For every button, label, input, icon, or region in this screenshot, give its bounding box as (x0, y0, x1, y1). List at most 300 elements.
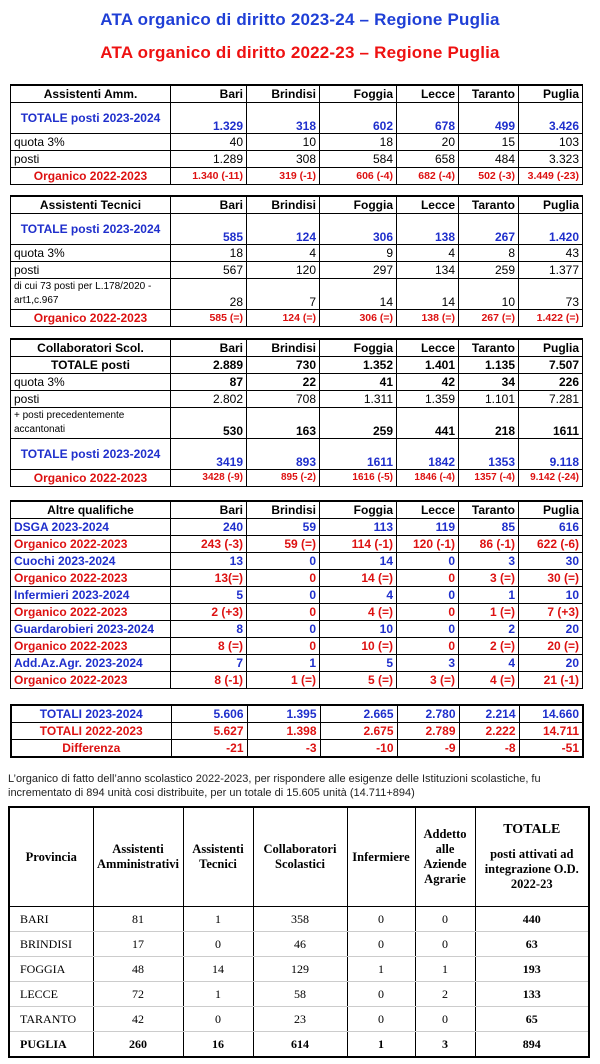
province-name: FOGGIA (9, 957, 93, 982)
value-cell: 22 (247, 374, 320, 391)
value-cell: 1846 (-4) (397, 470, 459, 487)
value-cell: 1.289 (171, 151, 247, 168)
column-header (475, 807, 589, 907)
value-cell: 0 (397, 638, 459, 655)
row-label: Cuochi 2023-2024 (11, 553, 171, 570)
value-cell: 5.606 (171, 705, 247, 723)
row-label: Organico 2022-2023 (11, 470, 171, 487)
row-label: TOTALI 2023-2024 (11, 705, 171, 723)
value-cell: 218 (459, 408, 519, 439)
value-cell: 73 (519, 279, 583, 310)
value-cell: 585 (=) (171, 310, 247, 327)
value-cell: 585 (171, 214, 247, 245)
value-cell: 1 (=) (247, 672, 320, 689)
value-cell: -10 (320, 740, 397, 758)
value-cell: 0 (347, 907, 415, 932)
value-cell: 3 (397, 655, 459, 672)
value-cell: 1.395 (247, 705, 320, 723)
table-row (11, 536, 583, 553)
row-label: Infermieri 2023-2024 (11, 587, 171, 604)
value-cell: 1 (247, 655, 320, 672)
column-header: Puglia (519, 501, 583, 519)
value-cell: 8 (459, 245, 519, 262)
row-label: TOTALE posti 2023-2024 (11, 103, 171, 134)
value-cell: 120 (-1) (397, 536, 459, 553)
value-cell: 2.222 (459, 723, 519, 740)
value-cell: 23 (253, 1007, 347, 1032)
value-cell: 16 (183, 1032, 253, 1058)
province-name: TARANTO (9, 1007, 93, 1032)
value-cell: 730 (247, 357, 320, 374)
value-cell: 484 (459, 151, 519, 168)
value-cell: 119 (397, 519, 459, 536)
table-row (11, 587, 583, 604)
value-cell: 20 (397, 134, 459, 151)
table-row (11, 279, 583, 310)
value-cell: 85 (459, 519, 519, 536)
value-cell: 1.420 (519, 214, 583, 245)
column-header: Foggia (320, 339, 397, 357)
value-cell: 259 (320, 408, 397, 439)
value-cell: 138 (397, 214, 459, 245)
value-cell: 2.214 (459, 705, 519, 723)
column-header: Assistenti Tecnici (183, 807, 253, 907)
value-cell: 14 (320, 553, 397, 570)
value-cell: 602 (320, 103, 397, 134)
table-row (9, 1032, 589, 1058)
totals-row (11, 705, 583, 723)
value-cell: 0 (415, 1007, 475, 1032)
value-cell: 1616 (-5) (320, 470, 397, 487)
value-cell: 7 (+3) (519, 604, 583, 621)
row-label: quota 3% (11, 134, 171, 151)
value-cell: 3 (459, 553, 519, 570)
value-cell: 243 (-3) (171, 536, 247, 553)
section-header: Collaboratori Scol. (11, 339, 171, 357)
value-cell: 0 (347, 982, 415, 1007)
value-cell: 2 (+3) (171, 604, 247, 621)
value-cell: 499 (459, 103, 519, 134)
value-cell: 893 (247, 439, 320, 470)
row-label: TOTALE posti (11, 357, 171, 374)
value-cell: -21 (171, 740, 247, 758)
value-cell: 1 (183, 907, 253, 932)
value-cell: 4 (397, 245, 459, 262)
column-header: Foggia (320, 85, 397, 103)
value-cell: -51 (519, 740, 583, 758)
value-cell: 30 (519, 553, 583, 570)
value-cell: -8 (459, 740, 519, 758)
value-cell: 28 (171, 279, 247, 310)
value-cell: 226 (519, 374, 583, 391)
value-cell: 606 (-4) (320, 168, 397, 185)
value-cell: 1.311 (320, 391, 397, 408)
value-cell: 5 (171, 587, 247, 604)
value-cell: 7.507 (519, 357, 583, 374)
row-label: Organico 2022-2023 (11, 638, 171, 655)
totale-subheader: posti attivati ad integrazione O.D. 2022-23 (484, 847, 579, 891)
value-cell: 0 (347, 932, 415, 957)
value-cell: 14 (183, 957, 253, 982)
table-row (11, 570, 583, 587)
value-cell: 0 (415, 932, 475, 957)
value-cell: 8 (-1) (171, 672, 247, 689)
value-cell: 21 (-1) (519, 672, 583, 689)
table-row (11, 638, 583, 655)
value-cell: 14 (320, 279, 397, 310)
value-cell: 614 (253, 1032, 347, 1058)
value-cell: 708 (247, 391, 320, 408)
value-cell: 20 (519, 655, 583, 672)
value-cell: 20 (=) (519, 638, 583, 655)
value-cell: 3 (=) (459, 570, 519, 587)
value-cell: 124 (=) (247, 310, 320, 327)
value-cell: 14.711 (519, 723, 583, 740)
row-label: DSGA 2023-2024 (11, 519, 171, 536)
value-cell: 7 (171, 655, 247, 672)
value-cell: 46 (253, 932, 347, 957)
value-cell: 0 (247, 587, 320, 604)
row-label: di cui 73 posti per L.178/2020 - art1,c.967 (11, 279, 171, 310)
value-cell: 138 (=) (397, 310, 459, 327)
value-cell: 678 (397, 103, 459, 134)
value-cell: 4 (320, 587, 397, 604)
value-cell: 0 (247, 638, 320, 655)
row-label: posti (11, 262, 171, 279)
table-row (11, 519, 583, 536)
value-cell: 14 (=) (320, 570, 397, 587)
table-row (11, 621, 583, 638)
value-cell: 1 (459, 587, 519, 604)
value-cell: 15 (459, 134, 519, 151)
value-cell: 3 (=) (397, 672, 459, 689)
value-cell: 895 (-2) (247, 470, 320, 487)
column-header: Puglia (519, 196, 583, 214)
value-cell: 40 (171, 134, 247, 151)
column-header: Collaboratori Scolastici (253, 807, 347, 907)
title-2023-24: ATA organico di diritto 2023-24 – Regione Puglia (100, 10, 500, 29)
row-label: posti (11, 151, 171, 168)
value-cell: 682 (-4) (397, 168, 459, 185)
value-cell: 14 (397, 279, 459, 310)
value-cell: 0 (397, 621, 459, 638)
value-cell: 0 (183, 932, 253, 957)
column-header: Lecce (397, 501, 459, 519)
value-cell: 306 (=) (320, 310, 397, 327)
value-cell: 267 (459, 214, 519, 245)
value-cell: 0 (247, 553, 320, 570)
value-cell: 1 (415, 957, 475, 982)
value-cell: 1.352 (320, 357, 397, 374)
row-label: quota 3% (11, 245, 171, 262)
value-cell: 9.142 (-24) (519, 470, 583, 487)
value-cell: 1357 (-4) (459, 470, 519, 487)
value-cell: 7.281 (519, 391, 583, 408)
value-cell: 358 (253, 907, 347, 932)
row-label: TOTALE posti 2023-2024 (11, 439, 171, 470)
value-cell: 5 (320, 655, 397, 672)
value-cell: 30 (=) (519, 570, 583, 587)
value-cell: 1353 (459, 439, 519, 470)
province-name: PUGLIA (9, 1032, 93, 1058)
column-header: Lecce (397, 339, 459, 357)
value-cell: 86 (-1) (459, 536, 519, 553)
value-cell: 48 (93, 957, 183, 982)
table-row (11, 655, 583, 672)
row-label: Organico 2022-2023 (11, 604, 171, 621)
table-row (11, 214, 583, 245)
value-cell: 319 (-1) (247, 168, 320, 185)
value-cell: 8 (=) (171, 638, 247, 655)
table-row (11, 374, 583, 391)
value-cell: 894 (475, 1032, 589, 1058)
table-row (11, 245, 583, 262)
value-cell: 1.340 (-11) (171, 168, 247, 185)
value-cell: 20 (519, 621, 583, 638)
value-cell: 0 (183, 1007, 253, 1032)
table-row (11, 357, 583, 374)
value-cell: 9 (320, 245, 397, 262)
row-label: Organico 2022-2023 (11, 570, 171, 587)
table-collaboratori-scolastici (10, 338, 583, 487)
row-label: Organico 2022-2023 (11, 310, 171, 327)
table-row (11, 151, 583, 168)
column-header: Taranto (459, 501, 519, 519)
value-cell: 3.323 (519, 151, 583, 168)
row-label: Organico 2022-2023 (11, 168, 171, 185)
value-cell: 0 (397, 604, 459, 621)
value-cell: 1.398 (247, 723, 320, 740)
value-cell: 2.675 (320, 723, 397, 740)
value-cell: 63 (475, 932, 589, 957)
column-header: Lecce (397, 196, 459, 214)
value-cell: 4 (459, 655, 519, 672)
column-header: Brindisi (247, 501, 320, 519)
row-label: TOTALI 2022-2023 (11, 723, 171, 740)
value-cell: 103 (519, 134, 583, 151)
row-label: Organico 2022-2023 (11, 536, 171, 553)
value-cell: 1.101 (459, 391, 519, 408)
table-row (11, 262, 583, 279)
table-altre-qualifiche (10, 500, 583, 689)
value-cell: 3419 (171, 439, 247, 470)
table-row (11, 604, 583, 621)
value-cell: 42 (397, 374, 459, 391)
value-cell: 59 (247, 519, 320, 536)
value-cell: 0 (415, 907, 475, 932)
value-cell: 1.359 (397, 391, 459, 408)
column-header: Bari (171, 85, 247, 103)
value-cell: 17 (93, 932, 183, 957)
value-cell: 14.660 (519, 705, 583, 723)
table-row (9, 932, 589, 957)
value-cell: 2 (459, 621, 519, 638)
value-cell: 318 (247, 103, 320, 134)
value-cell: 259 (459, 262, 519, 279)
value-cell: 72 (93, 982, 183, 1007)
value-cell: 0 (347, 1007, 415, 1032)
column-header: Puglia (519, 85, 583, 103)
column-header: Taranto (459, 196, 519, 214)
value-cell: 120 (247, 262, 320, 279)
table-row (11, 553, 583, 570)
value-cell: 2 (=) (459, 638, 519, 655)
value-cell: 41 (320, 374, 397, 391)
value-cell: 4 (=) (459, 672, 519, 689)
value-cell: 10 (=) (320, 638, 397, 655)
value-cell: 10 (519, 587, 583, 604)
value-cell: 7 (247, 279, 320, 310)
value-cell: 58 (253, 982, 347, 1007)
value-cell: 34 (459, 374, 519, 391)
value-cell: 1 (347, 957, 415, 982)
province-name: BARI (9, 907, 93, 932)
header-row (11, 196, 583, 214)
value-cell: 267 (=) (459, 310, 519, 327)
value-cell: 2 (415, 982, 475, 1007)
column-header: Bari (171, 339, 247, 357)
value-cell: 0 (247, 621, 320, 638)
column-header: Provincia (9, 807, 93, 907)
value-cell: 5 (=) (320, 672, 397, 689)
value-cell: 3.449 (-23) (519, 168, 583, 185)
value-cell: 530 (171, 408, 247, 439)
value-cell: 3428 (-9) (171, 470, 247, 487)
table-row (11, 672, 583, 689)
value-cell: 81 (93, 907, 183, 932)
value-cell: 2.665 (320, 705, 397, 723)
value-cell: 1.401 (397, 357, 459, 374)
note-organico-di-fatto: L’organico di fatto dell’anno scolastico 2022-2023, per rispondere alle esigenze delle Istituzioni scolastiche, fu incrementato di 894 unità cosi distribuite, per un totale di 15.605 unità (14.711+894) (8, 773, 541, 799)
value-cell: 114 (-1) (320, 536, 397, 553)
column-header: Infermiere (347, 807, 415, 907)
value-cell: 4 (247, 245, 320, 262)
table-row (11, 470, 583, 487)
table-row (9, 982, 589, 1007)
value-cell: 124 (247, 214, 320, 245)
column-header: Foggia (320, 501, 397, 519)
value-cell: 240 (171, 519, 247, 536)
table-assistenti-amministrativi (10, 84, 583, 185)
value-cell: 133 (475, 982, 589, 1007)
value-cell: 441 (397, 408, 459, 439)
value-cell: 65 (475, 1007, 589, 1032)
value-cell: 10 (247, 134, 320, 151)
totale-header: TOTALE (503, 822, 561, 837)
title-2022-23: ATA organico di diritto 2022-23 – Regione Puglia (100, 43, 500, 62)
row-label: Organico 2022-2023 (11, 672, 171, 689)
table-row (11, 134, 583, 151)
table-row (11, 310, 583, 327)
row-label: + posti precedentemente accantonati (11, 408, 171, 439)
column-header: Bari (171, 196, 247, 214)
table-row (11, 103, 583, 134)
value-cell: 43 (519, 245, 583, 262)
value-cell: 658 (397, 151, 459, 168)
column-header: Taranto (459, 339, 519, 357)
value-cell: 13(=) (171, 570, 247, 587)
value-cell: 0 (247, 604, 320, 621)
province-name: BRINDISI (9, 932, 93, 957)
value-cell: 622 (-6) (519, 536, 583, 553)
column-header: Puglia (519, 339, 583, 357)
row-label: Guardarobieri 2023-2024 (11, 621, 171, 638)
value-cell: 129 (253, 957, 347, 982)
value-cell: 0 (397, 553, 459, 570)
value-cell: 584 (320, 151, 397, 168)
value-cell: 8 (171, 621, 247, 638)
value-cell: 306 (320, 214, 397, 245)
column-header: Bari (171, 501, 247, 519)
header-row (11, 501, 583, 519)
value-cell: 1 (183, 982, 253, 1007)
value-cell: -3 (247, 740, 320, 758)
value-cell: 163 (247, 408, 320, 439)
value-cell: 567 (171, 262, 247, 279)
value-cell: 0 (397, 587, 459, 604)
table-assistenti-tecnici (10, 195, 583, 327)
value-cell: 59 (=) (247, 536, 320, 553)
value-cell: 9.118 (519, 439, 583, 470)
row-label: Add.Az.Agr. 2023-2024 (11, 655, 171, 672)
value-cell: 1611 (519, 408, 583, 439)
value-cell: 2.789 (397, 723, 459, 740)
value-cell: 1 (347, 1032, 415, 1058)
value-cell: 1.377 (519, 262, 583, 279)
section-header: Altre qualifiche (11, 501, 171, 519)
column-header: Lecce (397, 85, 459, 103)
column-header: Foggia (320, 196, 397, 214)
row-label: TOTALE posti 2023-2024 (11, 214, 171, 245)
value-cell: 10 (459, 279, 519, 310)
section-header: Assistenti Tecnici (11, 196, 171, 214)
value-cell: 87 (171, 374, 247, 391)
value-cell: 1.329 (171, 103, 247, 134)
row-label: Differenza (11, 740, 171, 758)
column-header: Brindisi (247, 85, 320, 103)
row-label: posti (11, 391, 171, 408)
value-cell: 13 (171, 553, 247, 570)
value-cell: 134 (397, 262, 459, 279)
value-cell: 18 (320, 134, 397, 151)
totals-row (11, 740, 583, 758)
value-cell: 1611 (320, 439, 397, 470)
table-row (11, 439, 583, 470)
value-cell: 0 (397, 570, 459, 587)
column-header: Taranto (459, 85, 519, 103)
totals-row (11, 723, 583, 740)
value-cell: 193 (475, 957, 589, 982)
value-cell: 2.780 (397, 705, 459, 723)
value-cell: 2.889 (171, 357, 247, 374)
value-cell: 4 (=) (320, 604, 397, 621)
value-cell: 42 (93, 1007, 183, 1032)
value-cell: 1 (=) (459, 604, 519, 621)
section-header: Assistenti Amm. (11, 85, 171, 103)
table-row (11, 391, 583, 408)
value-cell: 3 (415, 1032, 475, 1058)
value-cell: 2.802 (171, 391, 247, 408)
value-cell: 113 (320, 519, 397, 536)
value-cell: 10 (320, 621, 397, 638)
header-row (11, 85, 583, 103)
table-row (9, 907, 589, 932)
value-cell: 308 (247, 151, 320, 168)
value-cell: -9 (397, 740, 459, 758)
row-label: quota 3% (11, 374, 171, 391)
table-row (9, 957, 589, 982)
value-cell: 440 (475, 907, 589, 932)
